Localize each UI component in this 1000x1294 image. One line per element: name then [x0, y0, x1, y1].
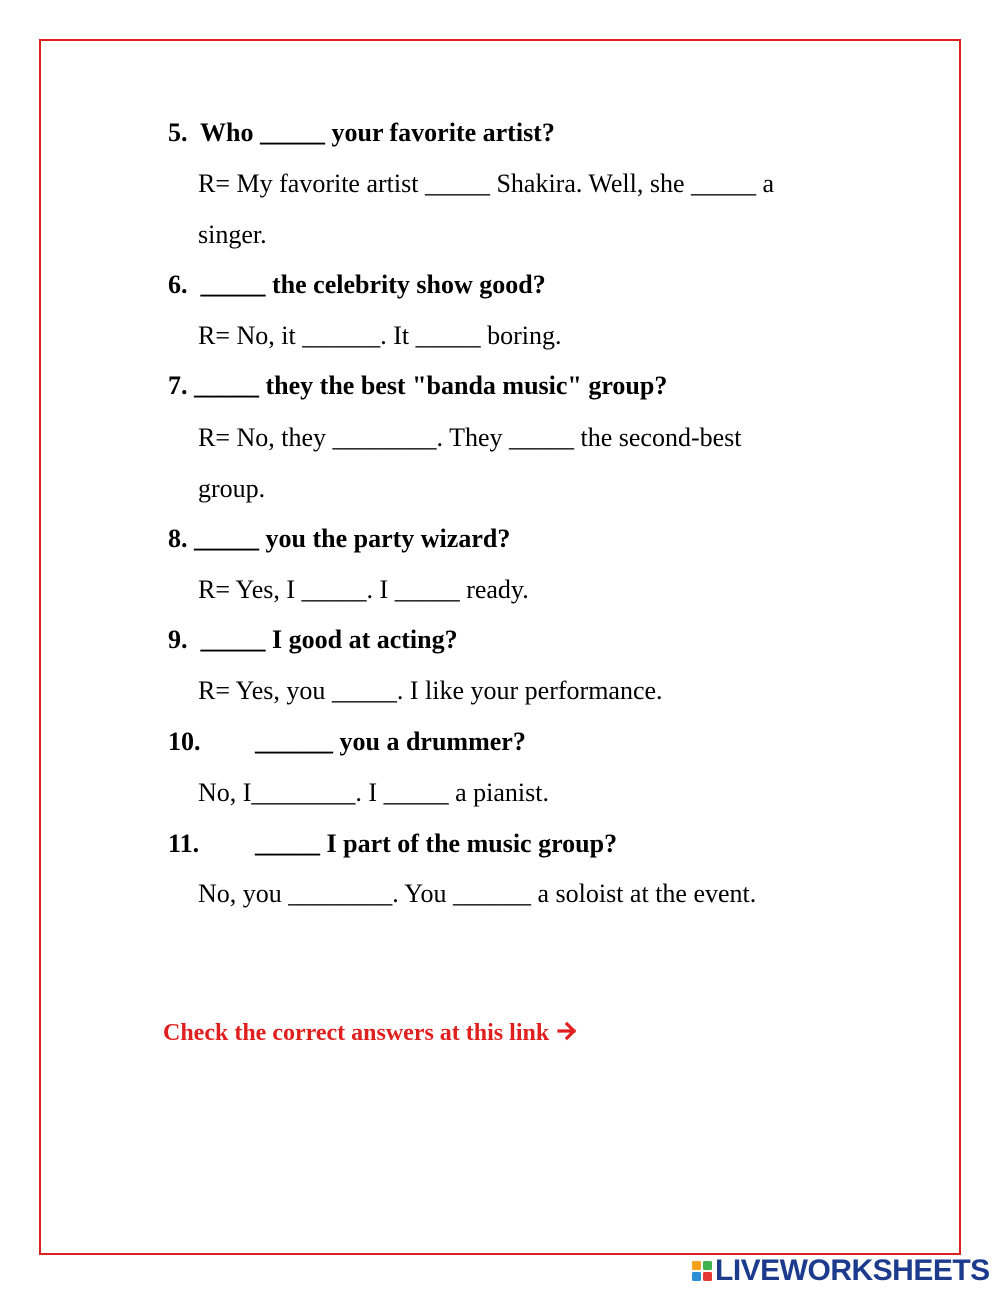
logo-text: LIVEWORKSHEETS: [715, 1254, 990, 1287]
question-10: ______ you a drummer?: [255, 727, 526, 756]
answer-9-line-1: R= Yes, you _____. I like your performance.: [198, 676, 663, 705]
answer-6-line-1: R= No, it ______. It _____ boring.: [198, 321, 562, 350]
answer-11-line-1: No, you ________. You ______ a soloist at the event.: [198, 879, 757, 908]
question-8: 8. _____ you the party wizard?: [168, 524, 511, 553]
answers-link[interactable]: [139, 993, 579, 1075]
answer-7-line-1: R= No, they ________. They _____ the second-best: [198, 423, 742, 452]
question-5: 5. Who _____ your favorite artist?: [168, 118, 555, 147]
answers-link-text: Check the correct answers at this link: [163, 1020, 550, 1046]
question-7: 7. _____ they the best "banda music" group?: [168, 371, 668, 400]
question-6: 6. _____ the celebrity show good?: [168, 270, 546, 299]
question-11: _____ I part of the music group?: [255, 829, 618, 858]
answer-8-line-1: R= Yes, I _____. I _____ ready.: [198, 575, 529, 604]
answer-5-line-2: singer.: [198, 220, 267, 249]
liveworksheets-logo[interactable]: [691, 1255, 990, 1287]
question-11-number: 11.: [168, 829, 200, 858]
answer-7-line-2: group.: [198, 474, 266, 503]
question-9: 9. _____ I good at acting?: [168, 625, 458, 654]
liveworksheets-logo-icon: [691, 1259, 713, 1283]
arrow-right-icon: [557, 1021, 579, 1048]
answer-10-line-1: No, I________. I _____ a pianist.: [198, 778, 549, 807]
answer-5-line-1: R= My favorite artist _____ Shakira. Well, she _____ a: [198, 169, 775, 198]
question-10-number: 10.: [168, 727, 201, 756]
